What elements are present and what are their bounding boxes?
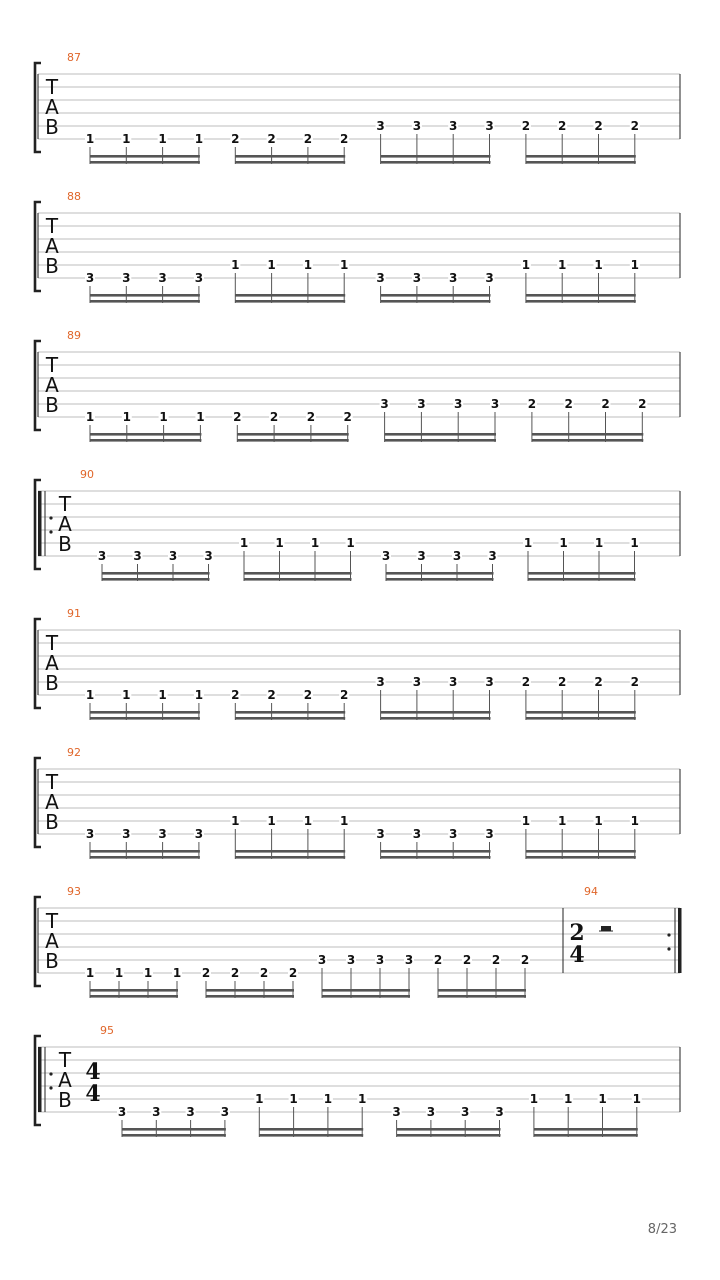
tab-system	[35, 746, 680, 859]
note-group	[85, 688, 204, 720]
tab-clef-letter: T	[58, 492, 72, 516]
beam	[526, 850, 636, 853]
fret-number: 1	[122, 132, 131, 146]
tab-clef-letter: A	[45, 651, 59, 675]
fret-number: 3	[452, 549, 462, 563]
note-group	[230, 688, 349, 720]
fret-number: 1	[346, 536, 355, 550]
fret-number: 2	[521, 675, 531, 689]
repeat-dot	[667, 933, 670, 936]
time-signature-top: 4	[85, 1059, 101, 1085]
fret-number: 2	[558, 675, 567, 689]
fret-number: 3	[85, 271, 95, 285]
beam	[235, 717, 345, 720]
beam	[237, 433, 348, 436]
fret-number: 3	[490, 397, 500, 411]
repeat-dot	[49, 530, 52, 533]
fret-number: 1	[594, 814, 603, 828]
repeat-start-thick-bar	[38, 1047, 42, 1112]
fret-number: 2	[259, 966, 269, 980]
fret-number: 3	[454, 397, 463, 411]
fret-number: 1	[630, 258, 639, 272]
tab-clef-letter: B	[45, 393, 59, 417]
beam	[90, 161, 200, 164]
fret-number: 3	[376, 827, 385, 841]
fret-number: 3	[194, 827, 204, 841]
fret-number: 3	[426, 1105, 436, 1119]
fret-number: 2	[267, 688, 276, 702]
beam	[534, 1134, 638, 1137]
beam	[259, 1128, 363, 1131]
fret-number: 3	[117, 1105, 127, 1119]
fret-number: 1	[558, 258, 567, 272]
beam	[397, 1134, 501, 1137]
note-group	[85, 132, 204, 164]
fret-number: 1	[196, 410, 205, 424]
tab-clef-letter: T	[45, 214, 59, 238]
beam	[526, 856, 636, 859]
fret-number: 2	[201, 966, 211, 980]
fret-number: 1	[289, 1092, 298, 1106]
repeat-start-thick-bar	[38, 491, 42, 556]
fret-number: 1	[231, 258, 240, 272]
fret-number: 2	[343, 410, 352, 424]
beam	[322, 989, 410, 992]
fret-number: 3	[412, 119, 422, 133]
beam	[102, 578, 210, 581]
fret-number: 2	[527, 397, 537, 411]
fret-number: 3	[449, 119, 458, 133]
fret-number: 2	[630, 675, 639, 689]
fret-number: 1	[630, 536, 639, 550]
fret-number: 3	[158, 271, 167, 285]
repeat-dot	[49, 1086, 52, 1089]
fret-number: 1	[303, 814, 313, 828]
fret-number: 1	[122, 688, 131, 702]
beam	[90, 294, 200, 297]
note-group	[376, 271, 495, 303]
note-group	[381, 549, 498, 581]
fret-number: 3	[85, 827, 95, 841]
beam	[90, 155, 200, 158]
beam	[90, 856, 200, 859]
fret-number: 1	[231, 814, 240, 828]
fret-number: 1	[143, 966, 153, 980]
fret-number: 3	[495, 1105, 504, 1119]
fret-number: 2	[594, 675, 603, 689]
fret-number: 3	[317, 953, 327, 967]
fret-number: 1	[85, 410, 95, 424]
note-group	[85, 827, 204, 859]
fret-number: 1	[523, 536, 533, 550]
fret-number: 3	[412, 827, 422, 841]
fret-number: 1	[529, 1092, 539, 1106]
fret-number: 1	[632, 1092, 641, 1106]
tab-system	[35, 885, 682, 998]
measure-number: 94	[584, 885, 598, 898]
fret-number: 1	[564, 1092, 573, 1106]
note-group	[85, 410, 205, 442]
measure-number: 89	[67, 329, 81, 342]
fret-number: 2	[594, 119, 603, 133]
note-group	[201, 966, 298, 998]
fret-number: 3	[404, 953, 414, 967]
fret-number: 3	[97, 549, 107, 563]
fret-number: 3	[461, 1105, 470, 1119]
fret-number: 3	[376, 119, 385, 133]
beam	[122, 1134, 226, 1137]
beam	[381, 161, 491, 164]
beam	[90, 989, 178, 992]
fret-number: 3	[449, 271, 458, 285]
note-group	[85, 966, 182, 998]
tab-clef-letter: B	[58, 1088, 72, 1112]
fret-number: 1	[159, 410, 168, 424]
fret-number: 3	[376, 675, 385, 689]
beam	[385, 439, 496, 442]
fret-number: 3	[122, 827, 131, 841]
repeat-dot	[667, 947, 670, 950]
half-rest-icon	[601, 926, 611, 931]
beam	[322, 995, 410, 998]
beam	[90, 717, 200, 720]
repeat-dot	[49, 516, 52, 519]
fret-number: 3	[412, 271, 422, 285]
tab-clef-letter: A	[58, 512, 72, 536]
repeat-dot	[49, 1072, 52, 1075]
fret-number: 2	[231, 688, 240, 702]
beam	[385, 433, 496, 436]
fret-number: 3	[133, 549, 142, 563]
fret-number: 3	[346, 953, 356, 967]
tab-system	[35, 468, 680, 581]
fret-number: 1	[172, 966, 182, 980]
beam	[90, 433, 201, 436]
fret-number: 1	[275, 536, 284, 550]
measure-number: 91	[67, 607, 81, 620]
beam	[526, 155, 636, 158]
fret-number: 1	[558, 814, 567, 828]
beam	[532, 439, 643, 442]
fret-number: 3	[194, 271, 204, 285]
fret-number: 3	[488, 549, 497, 563]
fret-number: 1	[594, 258, 603, 272]
beam	[235, 711, 345, 714]
fret-number: 1	[267, 258, 276, 272]
fret-number: 2	[491, 953, 501, 967]
fret-number: 3	[417, 549, 426, 563]
tab-clef-letter: A	[58, 1068, 72, 1092]
note-group	[97, 549, 214, 581]
tab-clef-letter: B	[45, 254, 59, 278]
fret-number: 3	[485, 271, 494, 285]
fret-number: 3	[122, 271, 131, 285]
fret-number: 1	[194, 132, 204, 146]
tab-system	[35, 190, 680, 303]
measure-number: 92	[67, 746, 81, 759]
fret-number: 2	[288, 966, 298, 980]
fret-number: 1	[194, 688, 204, 702]
fret-number: 1	[158, 132, 167, 146]
beam	[90, 439, 201, 442]
fret-number: 2	[340, 688, 349, 702]
beam	[235, 161, 345, 164]
tab-clef-letter: B	[45, 671, 59, 695]
fret-number: 2	[340, 132, 349, 146]
beam	[90, 711, 200, 714]
tab-clef-letter: A	[45, 929, 59, 953]
note-group	[117, 1105, 230, 1137]
fret-number: 1	[267, 814, 276, 828]
fret-number: 1	[85, 688, 95, 702]
tab-clef-letter: B	[45, 949, 59, 973]
tab-clef-letter: T	[45, 631, 59, 655]
tab-system	[35, 607, 680, 720]
note-group	[232, 410, 352, 442]
fret-number: 1	[358, 1092, 367, 1106]
fret-number: 3	[152, 1105, 161, 1119]
tab-clef-letter: A	[45, 373, 59, 397]
fret-number: 1	[598, 1092, 607, 1106]
beam	[438, 989, 526, 992]
fret-number: 1	[114, 966, 124, 980]
tab-system	[35, 51, 680, 164]
beam	[235, 155, 345, 158]
fret-number: 2	[433, 953, 443, 967]
fret-number: 1	[340, 814, 349, 828]
beam	[244, 572, 352, 575]
beam	[90, 995, 178, 998]
beam	[381, 300, 491, 303]
tab-clef-letter: A	[45, 95, 59, 119]
fret-number: 3	[380, 397, 389, 411]
beam	[397, 1128, 501, 1131]
fret-number: 3	[412, 675, 422, 689]
fret-number: 2	[269, 410, 279, 424]
tab-clef-letter: B	[45, 810, 59, 834]
fret-number: 1	[594, 536, 604, 550]
beam	[259, 1134, 363, 1137]
repeat-end-thick-bar	[678, 908, 682, 973]
beam	[206, 995, 294, 998]
fret-number: 1	[239, 536, 249, 550]
beam	[235, 294, 345, 297]
fret-number: 2	[638, 397, 647, 411]
beam	[206, 989, 294, 992]
fret-number: 1	[158, 688, 167, 702]
measure-number: 88	[67, 190, 81, 203]
fret-number: 3	[449, 675, 458, 689]
beam	[381, 294, 491, 297]
fret-number: 2	[231, 132, 240, 146]
fret-number: 1	[323, 1092, 333, 1106]
tab-clef-letter: T	[45, 909, 59, 933]
fret-number: 3	[204, 549, 213, 563]
beam	[526, 300, 636, 303]
beam	[526, 294, 636, 297]
beam	[122, 1128, 226, 1131]
fret-number: 2	[267, 132, 276, 146]
beam	[532, 433, 643, 436]
tab-clef-letter: B	[58, 532, 72, 556]
beam	[526, 717, 636, 720]
fret-number: 2	[303, 132, 313, 146]
beam	[528, 572, 636, 575]
measure-number: 87	[67, 51, 81, 64]
beam	[381, 850, 491, 853]
fret-number: 2	[306, 410, 316, 424]
fret-number: 3	[168, 549, 178, 563]
beam	[381, 711, 491, 714]
beam	[381, 717, 491, 720]
fret-number: 2	[520, 953, 530, 967]
beam	[90, 300, 200, 303]
measure-number: 90	[80, 468, 94, 481]
beam	[235, 300, 345, 303]
fret-number: 1	[559, 536, 568, 550]
fret-number: 3	[485, 675, 494, 689]
tab-clef-letter: T	[45, 353, 59, 377]
fret-number: 2	[230, 966, 240, 980]
beam	[237, 439, 348, 442]
time-signature-top: 2	[569, 920, 585, 946]
beam	[526, 161, 636, 164]
fret-number: 1	[340, 258, 349, 272]
fret-number: 3	[485, 119, 494, 133]
beam	[438, 995, 526, 998]
tab-clef-letter: T	[45, 75, 59, 99]
fret-number: 3	[485, 827, 494, 841]
beam	[102, 572, 210, 575]
beam	[244, 578, 352, 581]
tab-clef-letter: T	[58, 1048, 72, 1072]
beam	[381, 856, 491, 859]
fret-number: 1	[85, 132, 95, 146]
fret-number: 2	[303, 688, 313, 702]
fret-number: 2	[521, 119, 531, 133]
fret-number: 1	[310, 536, 320, 550]
beam	[381, 155, 491, 158]
fret-number: 2	[630, 119, 639, 133]
beam	[235, 856, 345, 859]
fret-number: 2	[601, 397, 610, 411]
fret-number: 1	[255, 1092, 264, 1106]
fret-number: 3	[375, 953, 385, 967]
fret-number: 3	[417, 397, 426, 411]
fret-number: 1	[521, 258, 531, 272]
fret-number: 1	[122, 410, 131, 424]
tab-clef-letter: T	[45, 770, 59, 794]
fret-number: 1	[303, 258, 313, 272]
tab-clef-letter: A	[45, 790, 59, 814]
tab-system	[35, 329, 680, 442]
fret-number: 1	[630, 814, 639, 828]
tab-clef-letter: B	[45, 115, 59, 139]
fret-number: 3	[220, 1105, 230, 1119]
time-signature-bottom: 4	[85, 1081, 101, 1107]
beam	[90, 850, 200, 853]
note-group	[85, 271, 204, 303]
beam	[235, 850, 345, 853]
fret-number: 3	[186, 1105, 195, 1119]
note-group	[376, 827, 495, 859]
fret-number: 2	[564, 397, 573, 411]
fret-number: 3	[449, 827, 458, 841]
fret-number: 1	[521, 814, 531, 828]
measure-number: 93	[67, 885, 81, 898]
fret-number: 3	[376, 271, 385, 285]
note-group	[230, 132, 349, 164]
measure-number: 95	[100, 1024, 114, 1037]
fret-number: 3	[381, 549, 391, 563]
fret-number: 2	[558, 119, 567, 133]
tab-system	[35, 1024, 680, 1137]
fret-number: 2	[233, 410, 242, 424]
tab-clef-letter: A	[45, 234, 59, 258]
fret-number: 3	[158, 827, 167, 841]
note-group	[392, 1105, 505, 1137]
beam	[386, 578, 494, 581]
fret-number: 2	[462, 953, 472, 967]
time-signature-bottom: 4	[569, 942, 585, 968]
beam	[526, 711, 636, 714]
beam	[386, 572, 494, 575]
page-number: 8/23	[647, 1222, 677, 1237]
fret-number: 1	[85, 966, 95, 980]
fret-number: 3	[392, 1105, 401, 1119]
beam	[534, 1128, 638, 1131]
beam	[528, 578, 636, 581]
